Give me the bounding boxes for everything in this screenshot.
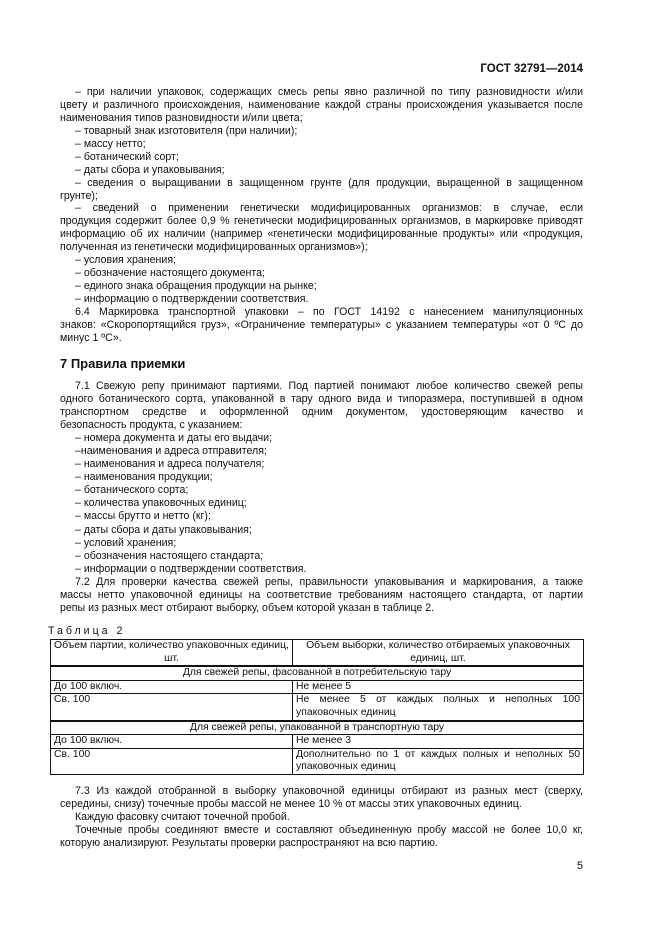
text-line: продукция содержит более 0,9 % генетически модифицированных организмов, в маркировке приводят <box>60 215 583 228</box>
text-line: – наименования и адреса получателя; <box>75 458 265 471</box>
text-line: 7.1 Свежую репу принимают партиями. Под партией понимают любое количество свежей репы <box>75 380 583 392</box>
text-line: – информацию о подтверждении соответствия. <box>75 293 309 305</box>
page-number: 5 <box>576 860 583 872</box>
table-cell: Св. 100 <box>51 748 293 774</box>
text-line: – количества упаковочных единиц; <box>75 497 247 510</box>
text-line: – массы брутто и нетто (кг); <box>75 510 211 523</box>
text-line: – номера документа и даты его выдачи; <box>75 432 273 445</box>
text-line: – обозначения настоящего стандарта; <box>75 549 264 562</box>
table-cell: До 100 включ. <box>51 680 293 694</box>
table-cell: Не менее 5 от каждых полных и неполных 100 упаковочных единиц <box>293 694 584 721</box>
table-row <box>51 694 584 721</box>
text-line: информацию об их наличии (например «генетически модифицированные продукты» или «продукция, <box>60 228 583 241</box>
text-line: наименования типов разновидности и/или цвета; <box>60 111 303 124</box>
text-line: – товарный знак изготовителя (при наличии); <box>75 124 298 137</box>
table-caption: Таблица 2 <box>48 625 126 637</box>
table-group-row <box>51 721 584 735</box>
group-header: Для свежей репы, фасованной в потребительскую тару <box>51 666 584 680</box>
table-cell: До 100 включ. <box>51 735 293 749</box>
text-line: знаков: «Скоропортящийся груз», «Ограничение температуры» с указанием температуры «от 0 ºС до <box>60 318 583 331</box>
text-line: – ботанического сорта; <box>75 484 189 497</box>
text-line: – наименования продукции; <box>75 471 213 484</box>
text-line: безопасность продукта, с указанием: <box>60 419 243 432</box>
text-line: массы нетто упаковочной единицы на соответствие требованиям настоящего стандарта, от партии <box>60 588 583 601</box>
column-header: Объем выборки, количество отбираемых упаковочных единиц, шт. <box>293 640 584 667</box>
text-line: – даты сбора и даты упаковывания; <box>75 523 252 536</box>
table-row <box>51 680 584 694</box>
text-line: Каждую фасовку считают точечной пробой. <box>75 810 290 823</box>
section-heading: 7 Правила приемки <box>60 356 186 371</box>
text-line: 7.3 Из каждой отобранной в выборку упаковочной единицы отбирают из разных мест (сверху, <box>75 785 583 797</box>
table-cell: Не менее 5 <box>293 680 584 694</box>
text-line: репы из разных мест отбирают выборку, объем которой указан в таблице 2. <box>60 601 435 614</box>
column-header: Объем партии, количество упаковочных единиц, шт. <box>51 640 293 667</box>
sampling-text <box>60 785 583 850</box>
table-row <box>51 748 584 774</box>
group-header: Для свежей репы, упакованной в транспортную тару <box>51 721 584 735</box>
text-line: середины, снизу) точечные пробы массой не менее 10 % от массы этих упаковочных единиц. <box>60 797 522 810</box>
document-id: ГОСТ 32791—2014 <box>480 63 583 75</box>
text-line: – сведений о применении генетически модифицированных организмов: в случае, если <box>75 202 583 215</box>
marking-requirements-text <box>60 86 583 345</box>
text-line: Точечные пробы соединяют вместе и составляют объединенную пробу массой не более 10,0 кг, <box>75 823 583 836</box>
text-line: 6.4 Маркировка транспортной упаковки – по ГОСТ 14192 с нанесением манипуляционных <box>75 305 583 318</box>
text-line: одного ботанического сорта, упакованной в тару одного вида и типоразмера, поступившей в одном <box>60 393 583 406</box>
text-line: – условий хранения; <box>75 536 177 549</box>
table-row <box>51 735 584 749</box>
text-line: – единого знака обращения продукции на рынке; <box>75 280 317 293</box>
text-line: –наименования и адреса отправителя; <box>75 445 267 458</box>
text-line: – при наличии упаковок, содержащих смесь репы явно различной по типу разновидности и/или <box>75 86 583 98</box>
text-line: – обозначение настоящего документа; <box>75 267 265 280</box>
table-cell: Не менее 3 <box>293 735 584 749</box>
text-line: – массу нетто; <box>75 137 146 150</box>
text-line: минус 1 ºС». <box>60 331 122 344</box>
text-line: транспортном средстве и оформленной одним документом, удостоверяющим качество и <box>60 406 583 419</box>
table-header-row <box>51 640 584 667</box>
text-line: цвету и различного происхождения, наименование каждой страны происхождения указывается после <box>60 98 583 111</box>
text-line: полученная из генетически модифицированных организмов»); <box>60 241 368 254</box>
table-cell: Дополнительно по 1 от каждых полных и неполных 50 упаковочных единиц <box>293 748 584 774</box>
text-line: – даты сбора и упаковывания; <box>75 163 225 176</box>
sample-size-table <box>50 639 584 775</box>
text-line: грунте); <box>60 189 98 202</box>
text-line: – условия хранения; <box>75 254 176 267</box>
table-group-row <box>51 666 584 680</box>
text-line: которую анализируют. Результаты проверки распространяют на всю партию. <box>60 836 438 849</box>
text-line: 7.2 Для проверки качества свежей репы, правильности упаковывания и маркирования, а также <box>75 575 583 588</box>
text-line: – сведения о выращивании в защищенном грунте (для продукции, выращенной в защищенном <box>75 176 583 189</box>
text-line: – информации о подтверждении соответствия. <box>75 562 307 575</box>
table-cell: Св. 100 <box>51 694 293 721</box>
acceptance-rules-text <box>60 380 583 615</box>
text-line: – ботанический сорт; <box>75 150 179 163</box>
